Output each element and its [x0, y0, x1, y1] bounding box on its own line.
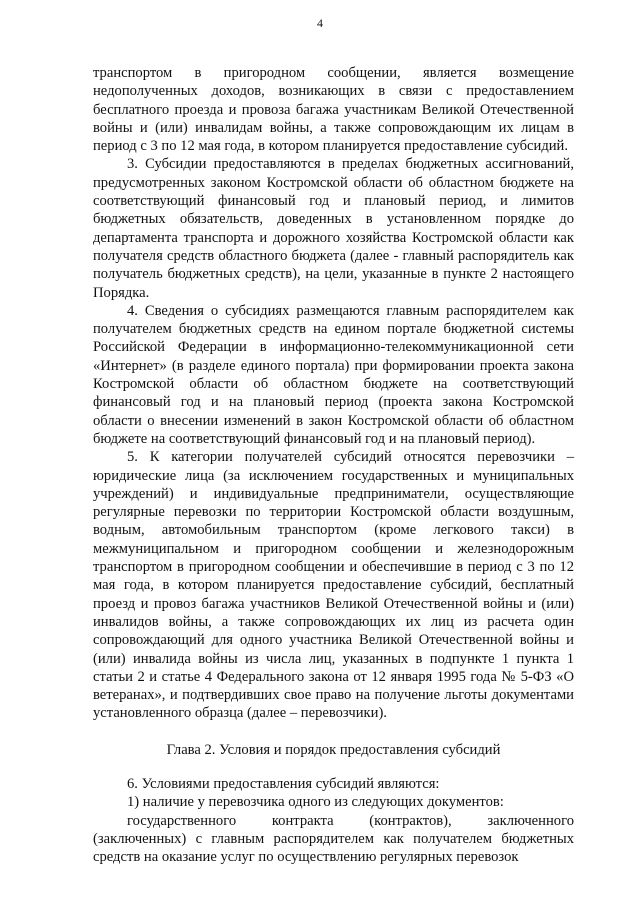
paragraph-item-6-1: 1) наличие у перевозчика одного из следующих документов:	[127, 794, 504, 811]
chapter-title: Глава 2. Условия и порядок предоставления субсидий	[166, 741, 501, 758]
paragraph-item-6: 6. Условиями предоставления субсидий являются:	[127, 775, 440, 792]
paragraph-item-3: 3. Субсидии предоставляются в пределах бюджетных ассигнований, предусмотренных законом Костромской области об областном бюджете на соответствующий финансовый год и плановый период, и лимитов бюджетных обязательств, доведенных в установленном порядке до департамента транспорта и дорожного хозяйства Костромской области как получателя средств областного бюджета (далее - главный распорядитель как получатель бюджетных средств), на цели, указанные в пункте 2 настоящего Порядка.	[93, 156, 574, 301]
document-body	[93, 64, 574, 866]
paragraph-continuation: транспортом в пригородном сообщении, является возмещение недополученных доходов, возникающих в связи с предоставлением бесплатного проезда и провоза багажа участникам Великой Отечественной войны и (или) инвалидам войны, а также сопровождающим их лицам в период с 3 по 12 мая года, в котором планируется предоставление субсидий.	[93, 65, 574, 155]
paragraph-item-4: 4. Сведения о субсидиях размещаются главным распорядителем как получателем бюджетных средств на едином портале бюджетной системы Российской Федерации в информационно-телекоммуникационной сети «Интернет» (в разделе единого портала) при формировании проекта закона Костромской области об областном бюджете на соответствующий финансовый год и на плановый период (проекта закона Костромской области о внесении изменений в закон Костромской области об областном бюджете на соответствующий финансовый год и на плановый период).	[93, 302, 574, 447]
paragraph-item-5: 5. К категории получателей субсидий относятся перевозчики – юридические лица (за исключением государственных и муниципальных учреждений) и индивидуальные предприниматели, осуществляющие регулярные перевозки по территории Костромской области воздушным, водным, автомобильным транспортом (кроме легкового такси) в межмуниципальном и пригородном сообщении и железнодорожным транспортом в пригородном сообщении и обеспечившие в период с 3 по 12 мая года, в котором планируется предоставление субсидий, бесплатный проезд и провоз багажа участников Великой Отечественной войны и (или) инвалидов войны, а также сопровождающих их лиц из расчета один сопровождающий для одного участника Великой Отечественной войны и (или) инвалида войны из числа лиц, указанных в подпункте 1 пункта 1 статьи 2 и статье 4 Федерального закона от 12 января 1995 года № 5-ФЗ «О ветеранах», и подтвердивших свое право на получение льготы документами установленного образца (далее – перевозчики).	[93, 449, 574, 722]
paragraph-item-6-1-a: государственного контракта (контрактов), заключенного (заключенных) с главным распорядителем как получателем бюджетных средств на оказание услуг по осуществлению регулярных перевозок	[93, 812, 574, 866]
page-number: 4	[317, 16, 323, 30]
